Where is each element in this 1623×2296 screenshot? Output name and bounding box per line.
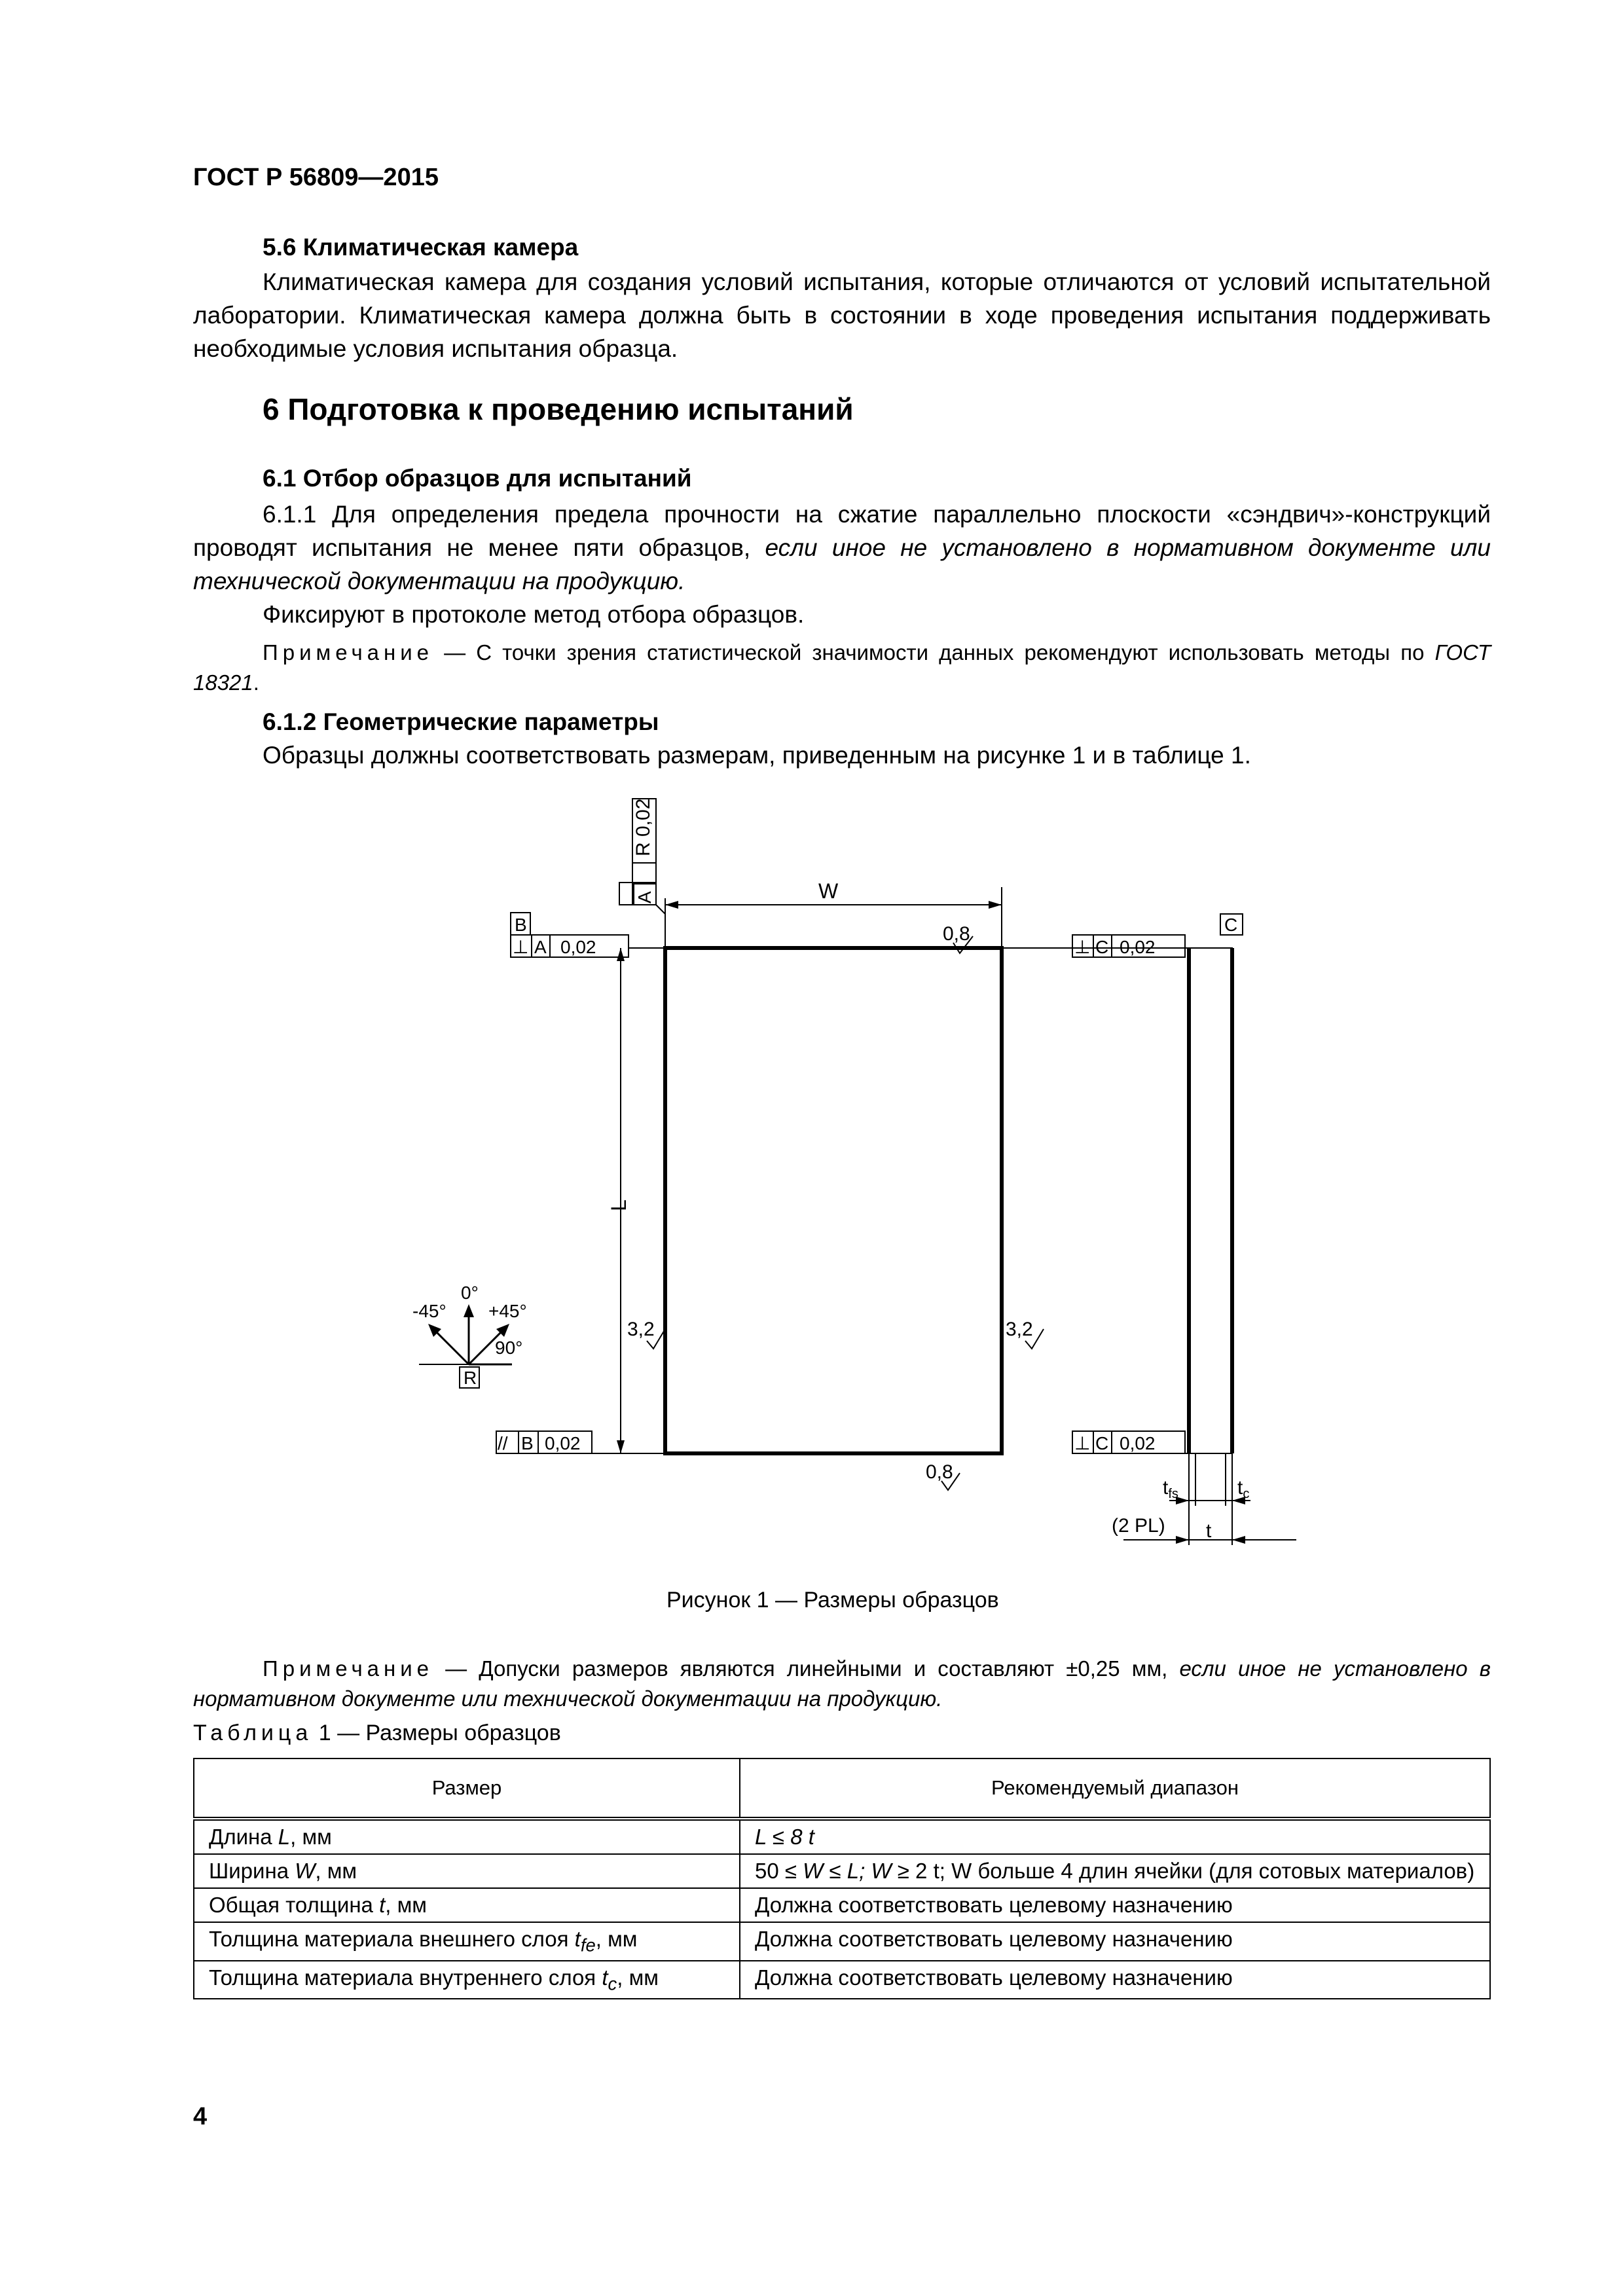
table-caption	[193, 1721, 561, 1746]
frame-leader	[656, 905, 665, 914]
note-label: Примечание	[263, 640, 434, 665]
perp-a-value: 0,02	[560, 937, 596, 957]
size-text: Общая толщина	[209, 1893, 380, 1917]
table-row	[194, 1961, 1490, 1999]
perp-c-bottom-symbol: ⊥	[1074, 1433, 1091, 1453]
size-symbol: t	[574, 1927, 581, 1951]
range-cell	[740, 1854, 1490, 1888]
perp-c-bottom-value: 0,02	[1120, 1433, 1156, 1453]
section-5-6-text: Климатическая камера для создания условий испытания, которые отличаются от условий испытательной лаборатории. Климатическая камера должна быть в состоянии в ходе проведения испытания поддерживать необходимые условия испытания образца.	[193, 268, 1491, 362]
roughness-left-label: 3,2	[627, 1319, 655, 1340]
table-row	[194, 1854, 1490, 1888]
perp-symbol: ⊥	[513, 937, 529, 957]
range-text: Должна соответствовать целевому назначению	[755, 1893, 1233, 1917]
l-arrow-top	[617, 948, 625, 961]
w-label: W	[818, 879, 839, 903]
t-arrow-right	[1232, 1536, 1245, 1544]
angle-p45-label: +45°	[488, 1301, 527, 1321]
table-header-row	[194, 1758, 1490, 1819]
specimen-drawing	[406, 786, 1309, 1591]
size-symbol: W	[295, 1859, 316, 1883]
header-size: Размер	[194, 1758, 740, 1819]
angle-90-label: 90°	[495, 1338, 523, 1358]
section-6-1-1-protocol-text: Фиксируют в протоколе метод отбора образцов.	[263, 601, 805, 628]
range-text: Должна соответствовать целевому назначению	[755, 1965, 1233, 1990]
size-cell	[194, 1854, 740, 1888]
table-row	[194, 1922, 1490, 1961]
range-formula: L ≤ 8 t	[755, 1825, 814, 1849]
range-cell	[740, 1961, 1490, 1999]
header-recommended-range: Рекомендуемый диапазон	[740, 1758, 1490, 1819]
figure-caption: Рисунок 1 — Размеры образцов	[666, 1588, 999, 1613]
roughness-bottom-label: 0,8	[926, 1461, 953, 1483]
par-datum-b: B	[521, 1433, 534, 1453]
size-unit: , мм	[595, 1927, 638, 1951]
size-cell	[194, 1888, 740, 1922]
note2-label: Примечание	[263, 1656, 434, 1681]
size-cell	[194, 1819, 740, 1854]
table-row	[194, 1888, 1490, 1922]
r-tolerance-label: R 0,02	[632, 798, 654, 856]
note-tolerances	[193, 1654, 1491, 1714]
range-formula: W ≤ L; W	[803, 1859, 892, 1883]
t-arrow-left	[1176, 1536, 1189, 1544]
page-number: 4	[193, 2103, 208, 2130]
size-text: Толщина материала внутреннего слоя	[209, 1965, 602, 1990]
two-pl-label: (2 PL)	[1112, 1515, 1165, 1537]
arrow-0-head	[464, 1304, 474, 1317]
size-symbol: L	[278, 1825, 291, 1849]
size-cell	[194, 1922, 740, 1961]
orientation-axis-m45	[432, 1328, 469, 1364]
specimen-dimensions-table	[193, 1758, 1491, 1999]
perp-datum-a: A	[534, 937, 547, 957]
perp-c-top-value: 0,02	[1120, 937, 1156, 957]
note2-italic: если иное не установлено в нормативном документе или технической документации на продукцию.	[193, 1656, 1491, 1711]
perp-c-bottom-datum: C	[1095, 1433, 1109, 1453]
range-cell	[740, 1922, 1490, 1961]
paragraph-italic-text: если иное не установлено в нормативном документе или технической документации на продукцию.	[193, 534, 1491, 594]
paragraph-text: 6.1.1 Для определения предела прочности на сжатие параллельно плоскости «сэндвич»-конструкций проводят испытания не менее пяти образцов,	[193, 501, 1491, 561]
w-arrow-left	[665, 901, 678, 909]
size-text: Толщина материала внешнего слоя	[209, 1927, 575, 1951]
figure-specimen-dimensions	[406, 786, 1309, 1591]
angle-m45-label: -45°	[412, 1301, 447, 1321]
table-row	[194, 1819, 1490, 1854]
side-view-core	[1189, 948, 1232, 1453]
section-6-1-2-text: Образцы должны соответствовать размерам, приведенным на рисунке 1 и в таблице 1.	[263, 742, 1251, 769]
roughness-right-label: 3,2	[1006, 1319, 1033, 1340]
size-symbol-subscript: fe	[580, 1935, 596, 1956]
table-caption-label: Таблица	[193, 1721, 313, 1745]
size-unit: , мм	[315, 1859, 357, 1883]
note-end: .	[253, 670, 259, 695]
note-reference: ГОСТ 18321	[193, 640, 1491, 695]
range-cell	[740, 1819, 1490, 1854]
datum-r-label: R	[464, 1368, 477, 1388]
size-unit: , мм	[290, 1825, 332, 1849]
section-5-6-heading: 5.6 Климатическая камера	[263, 234, 579, 261]
t-label: t	[1206, 1520, 1212, 1542]
angle-0-label: 0°	[461, 1283, 479, 1303]
note-statistical	[193, 638, 1491, 698]
note-text: — С точки зрения статистической значимости данных рекомендуют использовать методы по	[433, 640, 1435, 665]
document-id: ГОСТ Р 56809—2015	[193, 164, 439, 191]
size-unit: , мм	[385, 1893, 427, 1917]
size-text: Длина	[209, 1825, 278, 1849]
note2-text: — Допуски размеров являются линейными и составляют ±0,25 мм,	[433, 1656, 1180, 1681]
specimen-face	[665, 948, 1002, 1453]
section-6-heading: 6 Подготовка к проведению испытаний	[263, 392, 854, 426]
range-text: 50 ≤	[755, 1859, 803, 1883]
range-rest: ≥ 2 t; W больше 4 длин ячейки (для сотовых материалов)	[891, 1859, 1475, 1883]
size-symbol: t	[602, 1965, 608, 1990]
range-text: Должна соответствовать целевому назначению	[755, 1927, 1233, 1951]
datum-a-box	[619, 883, 634, 905]
a-datum-rotated: A	[634, 891, 655, 903]
size-text: Ширина	[209, 1859, 295, 1883]
size-cell	[194, 1961, 740, 1999]
section-6-1-2-heading: 6.1.2 Геометрические параметры	[263, 708, 659, 735]
size-symbol: t	[379, 1893, 386, 1917]
l-label: L	[607, 1199, 630, 1211]
w-arrow-right	[989, 901, 1002, 909]
perp-c-top-symbol: ⊥	[1074, 937, 1091, 957]
datum-c-label: C	[1224, 915, 1238, 935]
roughness-top-label: 0,8	[943, 923, 970, 945]
table-caption-text: 1 — Размеры образцов	[312, 1721, 561, 1745]
range-cell	[740, 1888, 1490, 1922]
parallel-symbol: //	[498, 1433, 508, 1453]
size-symbol-subscript: c	[608, 1973, 617, 1994]
l-arrow-bottom	[617, 1440, 625, 1453]
section-6-1-1-paragraph	[193, 498, 1491, 598]
perp-c-top-datum: C	[1095, 937, 1109, 957]
size-unit: , мм	[617, 1965, 659, 1990]
par-b-value: 0,02	[545, 1433, 581, 1453]
datum-b-label: B	[515, 915, 527, 935]
section-6-1-heading: 6.1 Отбор образцов для испытаний	[263, 465, 692, 492]
tfs-label: $t_{fs}$	[1163, 1477, 1178, 1501]
tc-label: $t_c$	[1237, 1477, 1250, 1501]
